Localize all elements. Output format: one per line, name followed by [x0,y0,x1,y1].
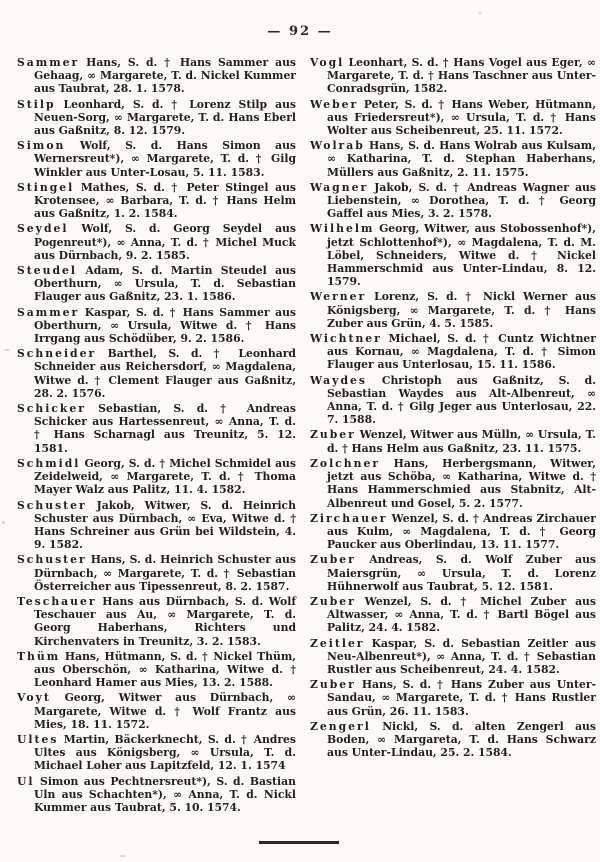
register-entry [310,181,596,221]
entry-text: Simon aus Pechtnersreut*), S. d. Bastian Uln aus Schachten*), ∞ Anna, T. d. Nickl Kummer aus Taubrat, 5. 10. 1574. [34,774,296,814]
entry-text: Jakob, S. d. † Andreas Wagner aus Liebenstein, ∞ Dorothea, T. d. † Georg Gaffel aus Mies, 3. 2. 1578. [327,180,596,221]
entry-text: Hans aus Dürnbach, S. d. Wolf Teschauer aus Au, ∞ Margarete, T. d. Georg Haberhans, Richters und Kirchenvaters in Treunitz, 3. 2. 1583. [34,594,296,648]
register-entry [17,139,296,179]
entry-surname: Zirchauer [310,511,388,525]
register-entry [17,775,296,815]
entry-text: Martin, Bäckerknecht, S. d. † Andres Ultes aus Königsberg, ∞ Ursula, T. d. Michael Loher aus Lapitzfeld, 12. 1. 1574 [34,732,296,773]
register-entry [17,691,296,731]
entry-surname: Zengerl [310,719,371,733]
register-entry [310,290,596,330]
scan-speck [4,349,10,351]
register-entry [310,595,596,635]
register-entry [17,650,296,690]
register-columns [17,56,596,816]
register-entry [310,720,596,760]
register-entry [17,98,296,138]
entry-text: Wenzel, S. d. † Michel Zuber aus Altwasser, ∞ Anna, T. d. † Bartl Bögel aus Palitz, 24. 4. 1582. [327,594,596,635]
entry-text: Wenzel, S. d. † Andreas Zirchauer aus Kulm, ∞ Magdalena, T. d. † Georg Paucker aus Oberlindau, 13. 11. 1577. [327,511,596,552]
entry-surname: Zuber [310,553,356,567]
entry-text: Hans, S. d. † Hans Zuber aus Unter-Sandau, ∞ Margarete, T. d. † Hans Rustler aus Grün, 26. 11. 1583. [327,678,596,718]
entry-text: Michael, S. d. † Cuntz Wichtner aus Kornau, ∞ Magdalena, T. d. † Simon Flauger aus Unterlosau, 15. 11. 1586. [327,332,596,372]
entry-surname: Vogl [310,56,345,69]
entry-text: Georg, S. d. † Michel Schmidel aus Zeidelweid, ∞ Margarete, T. d. † Thoma Mayer Walz aus Palitz, 11. 4. 1582. [34,456,296,497]
entry-surname: Teschauer [17,594,97,608]
entry-text: Peter, S. d. † Hans Weber, Hütmann, aus Friedersreut*), ∞ Ursula, T. d. † Hans Wolter aus Scheibenreut, 25. 11. 1572. [327,97,596,138]
register-entry [17,181,296,221]
entry-text: Georg, Witwer aus Dürnbach, ∞ Margarete, Witwe d. † Wolf Frantz aus Mies, 18. 11. 1572. [34,691,296,731]
register-column-left [17,56,296,816]
entry-surname: Werner [310,290,367,304]
scan-speck [478,12,482,14]
scan-speck [120,855,125,857]
entry-text: Mathes, S. d. † Peter Stingel aus Krotensee, ∞ Barbara, T. d. † Hans Helm aus Gaßnitz, 1. 2. 1584. [34,180,296,221]
register-entry [17,306,296,346]
entry-surname: Zuber [310,428,356,442]
register-entry [17,595,296,648]
register-entry [17,264,296,304]
entry-text: Hans, Hütmann, S. d. † Nickel Thüm, aus Oberschön, ∞ Katharina, Witwe d. † Leonhard Hamer aus Mies, 13. 2. 1588. [34,649,296,690]
entry-surname: Zuber [310,678,356,692]
register-entry [310,512,596,552]
entry-surname: Zolchner [310,456,381,470]
entry-surname: Schmidl [17,456,81,470]
entry-text: Hans, S. d. Heinrich Schuster aus Dürnbach, ∞ Margarete, T. d. † Sebastian Österreicher aus Tipessenreut, 8. 2. 1587. [34,553,296,593]
entry-surname: Schuster [17,498,87,512]
register-entry [310,56,596,96]
entry-surname: Wagner [310,180,369,194]
entry-surname: Schneider [17,347,97,361]
entry-text: Wenzel, Witwer aus Mülln, ∞ Ursula, T. d. † Hans Helm aus Gaßnitz, 23. 11. 1575. [327,428,596,455]
register-entry [17,402,296,455]
register-entry [310,332,596,372]
footnote-separator-rule [259,841,339,844]
entry-surname: Stingel [17,180,75,194]
entry-text: Leonhart, S. d. † Hans Vogel aus Eger, ∞ Margarete, T. d. † Hans Taschner aus Unter-Conradsgrün, 1582. [327,56,596,96]
entry-text: Lorenz, S. d. † Nickl Werner aus Königsberg, ∞ Margarete, T. d. † Hans Zuber aus Grün, 4. 5. 1585. [327,290,596,330]
register-entry [310,637,596,677]
entry-surname: Ultes [17,732,59,746]
scan-speck [2,521,5,524]
entry-surname: Seydel [17,222,69,236]
entry-surname: Waydes [310,373,367,387]
register-entry [17,553,296,593]
register-entry [17,733,296,773]
entry-surname: Voyt [17,691,51,705]
entry-surname: Stilp [17,97,56,111]
entry-surname: Wichtner [310,332,382,346]
entry-text: Nickl, S. d. alten Zengerl aus Boden, ∞ Margareta, T. d. Hans Schwarz aus Unter-Lindau, 25. 2. 1584. [327,719,596,760]
entry-text: Sebastian, S. d. † Andreas Schicker aus Hartessenreut, ∞ Anna, T. d. † Hans Scharnagl aus Treunitz, 5. 12. 1581. [34,402,296,455]
register-entry [310,678,596,718]
register-entry [310,98,596,138]
entry-text: Leonhard, S. d. † Lorenz Stilp aus Neuen-Sorg, ∞ Margarete, T. d. Hans Eberl aus Gaßnitz, 8. 12. 1579. [34,97,296,138]
entry-surname: Zuber [310,594,356,608]
register-entry [17,56,296,96]
entry-text: Kaspar, S. d. † Hans Sammer aus Oberthurn, ∞ Ursula, Witwe d. † Hans Irrgang aus Schödüber, 9. 2. 1586. [34,305,296,346]
register-entry [310,222,596,288]
register-entry [17,222,296,262]
entry-surname: Schicker [17,402,86,416]
register-column-right [310,56,596,816]
entry-surname: Schuster [17,553,87,567]
entry-text: Kaspar, S. d. Sebastian Zeitler aus Neu-Albenreut*), ∞ Anna, T. d. † Sebastian Rustler aus Scheibenreut, 24. 4. 1582. [327,636,596,676]
register-entry [310,374,596,427]
entry-text: Jakob, Witwer, S. d. Heinrich Schuster aus Dürnbach, ∞ Eva, Witwe d. † Hans Schreiner aus Grün bei Wildstein, 4. 9. 1582. [34,498,296,552]
register-entry [17,457,296,497]
entry-text: Wolf, S. d. Georg Seydel aus Pogenreut*), ∞ Anna, T. d. † Michel Muck aus Dürnbach, 9. 2. 1585. [34,222,296,262]
entry-text: Barthel, S. d. † Leonhard Schneider aus Reichersdorf, ∞ Magdalena, Witwe d. † Clement Flauger aus Gaßnitz, 28. 2. 1576. [34,347,296,400]
entry-text: Hans, S. d. Hans Wolrab aus Kulsam, ∞ Katharina, T. d. Stephan Haberhans, Müllers aus Gaßnitz, 2. 11. 1575. [327,139,596,179]
entry-surname: Thüm [17,649,61,663]
register-entry [310,139,596,179]
entry-surname: Wolrab [310,139,365,153]
entry-text: Hans, S. d. † Hans Sammer aus Gehaag, ∞ Margarete, T. d. Nickel Kummer aus Taubrat, 28. 1. 1578. [34,56,296,96]
entry-surname: Wilhelm [310,222,375,236]
register-entry [17,499,296,552]
entry-text: Hans, Herbergsmann, Witwer, jetzt aus Schöba, ∞ Katharina, Witwe d. † Hans Hammerschmied aus Stabnitz, Alt-Albenreut und Gosel, 5. 2. 1577. [327,456,596,510]
register-entry [310,457,596,510]
entry-surname: Steudel [17,264,78,278]
entry-text: Andreas, S. d. Wolf Zuber aus Maiersgrün, ∞ Ursula, T. d. Lorenz Hühnerwolf aus Taubrat, 5. 12. 1581. [327,553,596,593]
entry-surname: Simon [17,139,66,153]
page-number: — 92 — [267,24,333,39]
entry-text: Wolf, S. d. Hans Simon aus Wernersreut*), ∞ Margarete, T. d. † Gilg Winkler aus Unter-Losau, 5. 11. 1583. [34,139,296,179]
entry-surname: Sammer [17,56,80,69]
entry-surname: Sammer [17,305,80,319]
entry-text: Adam, S. d. Martin Steudel aus Oberthurn, ∞ Ursula, T. d. Sebastian Flauger aus Gaßnitz, 23. 1. 1586. [34,264,296,304]
register-entry [310,553,596,593]
entry-surname: Weber [310,97,359,111]
register-entry [310,428,596,454]
entry-surname: Zeitler [310,636,365,650]
register-entry [17,347,296,400]
entry-surname: Ul [17,774,35,788]
entry-text: Christoph aus Gaßnitz, S. d. Sebastian Waydes aus Alt-Albenreut, ∞ Anna, T. d. † Gilg Jeger aus Unterlosau, 22. 7. 1588. [327,373,596,427]
entry-text: Georg, Witwer, aus Stobossenhof*), jetzt Schlottenhof*), ∞ Magdalena, T. d. M. Löbel, Schneiders, Witwe d. † Nickel Hammerschmid aus Unter-Lindau, 8. 12. 1579. [327,222,596,289]
